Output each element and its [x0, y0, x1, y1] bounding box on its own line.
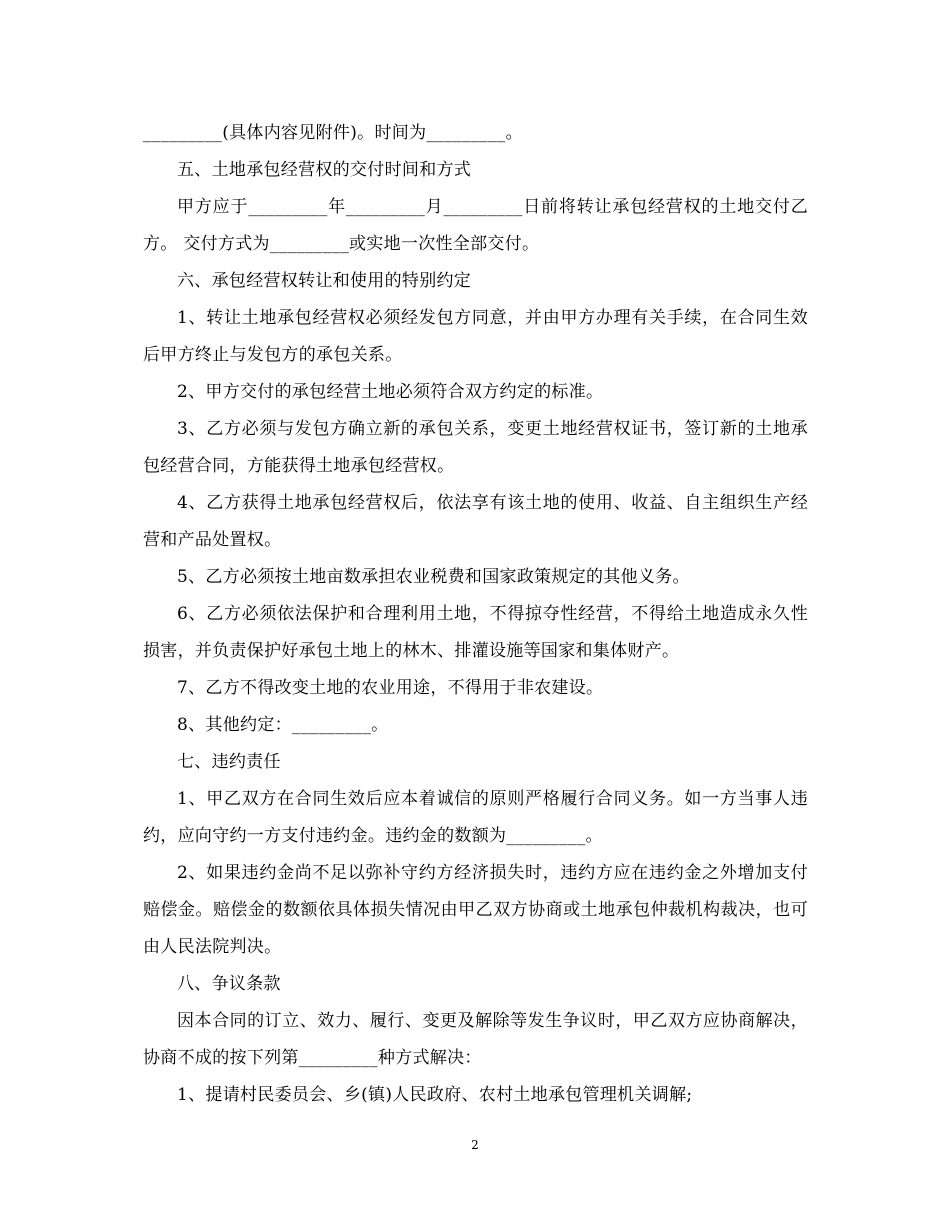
paragraph-dispute: 因本合同的订立、效力、履行、变更及解除等发生争议时，甲乙双方应协商解决，协商不成的按下列第_________种方式解决：	[143, 1011, 808, 1068]
heading-section-7: 七、违约责任	[177, 752, 281, 772]
clause-6-6: 6、乙方必须依法保护和合理利用土地，不得掠夺性经营，不得给土地造成永久性损害，并负责保护好承包土地上的林木、排灌设施等国家和集体财产。	[143, 604, 808, 661]
clause-7-1: 1、甲乙双方在合同生效后应本着诚信的原则严格履行合同义务。如一方当事人违约，应向守约一方支付违约金。违约金的数额为_________。	[143, 789, 808, 846]
clause-6-7: 7、乙方不得改变土地的农业用途，不得用于非农建设。	[177, 678, 604, 698]
clause-7-2: 2、如果违约金尚不足以弥补守约方经济损失时，违约方应在违约金之外增加支付赔偿金。赔偿金的数额依具体损失情况由甲乙双方协商或土地承包仲裁机构裁决，也可由人民法院判决。	[143, 863, 808, 957]
clause-6-5: 5、乙方必须按土地亩数承担农业税费和国家政策规定的其他义务。	[177, 567, 690, 587]
clause-6-3: 3、乙方必须与发包方确立新的承包关系，变更土地经营权证书，签订新的土地承包经营合同，方能获得土地承包经营权。	[143, 419, 808, 476]
heading-section-5: 五、土地承包经营权的交付时间和方式	[177, 160, 472, 180]
clause-6-8: 8、其他约定：_________。	[177, 715, 389, 735]
clause-6-1: 1、转让土地承包经营权必须经发包方同意，并由甲方办理有关手续，在合同生效后甲方终止与发包方的承包关系。	[143, 308, 808, 365]
clause-8-1: 1、提请村民委员会、乡(镇)人民政府、农村土地承包管理机关调解;	[177, 1085, 693, 1105]
clause-6-4: 4、乙方获得土地承包经营权后，依法享有该土地的使用、收益、自主组织生产经营和产品处置权。	[143, 493, 808, 550]
paragraph-attachment-time: _________(具体内容见附件)。时间为_________。	[143, 123, 523, 143]
paragraph-delivery-date: 甲方应于_________年_________月_________日前将转让承包经营权的土地交付乙方。 交付方式为_________或实地一次性全部交付。	[143, 197, 808, 254]
clause-6-2: 2、甲方交付的承包经营土地必须符合双方约定的标准。	[177, 382, 604, 402]
page-number: 2	[471, 1138, 479, 1152]
heading-section-8: 八、争议条款	[177, 974, 281, 994]
heading-section-6: 六、承包经营权转让和使用的特别约定	[177, 271, 472, 291]
document-body	[143, 115, 808, 1114]
